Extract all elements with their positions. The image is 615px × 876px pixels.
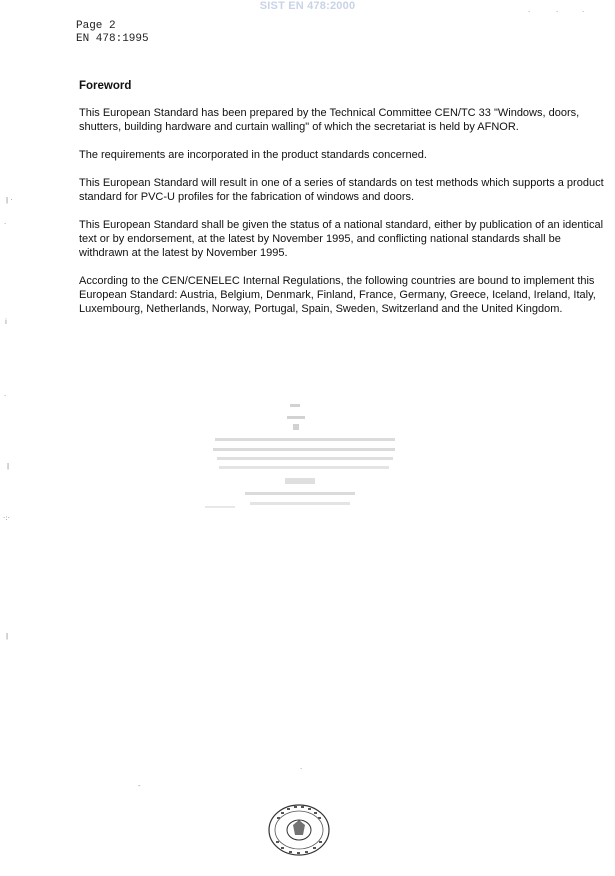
foreword-paragraph: This European Standard will result in one of a series of standards on test methods which supports a product standard for PVC-U profiles for the fabrication of windows and doors. [79, 177, 604, 203]
foreword-section [79, 79, 604, 330]
watermark: SIST EN 478:2000 [259, 0, 356, 12]
page-header [76, 20, 149, 46]
standard-id: EN 478:1995 [76, 33, 149, 45]
faint-stamp-mark [205, 402, 405, 520]
seal-icon [267, 803, 331, 857]
foreword-paragraph: According to the CEN/CENELEC Internal Regulations, the following countries are bound to implement this European Standard: Austria, Belgium, Denmark, Finland, France, Germany, Greece, Iceland, Ireland, Italy, Luxembourg, Netherlands, Norway, Portugal, Spain, Sweden, Switzerland and the United Kingdom. [79, 275, 596, 315]
foreword-paragraph: The requirements are incorporated in the product standards concerned. [79, 149, 427, 161]
foreword-title: Foreword [79, 80, 132, 92]
foreword-paragraph: This European Standard has been prepared by the Technical Committee CEN/TC 33 "Windows, doors, shutters, building hardware and curtain walling" of which the secretariat is held by AFNOR. [79, 107, 580, 133]
page-number: Page 2 [76, 20, 116, 32]
foreword-paragraph: This European Standard shall be given the status of a national standard, either by publication of an identical text or by endorsement, at the latest by November 1995, and conflicting national standards shall be withdrawn at the latest by November 1995. [79, 219, 604, 259]
